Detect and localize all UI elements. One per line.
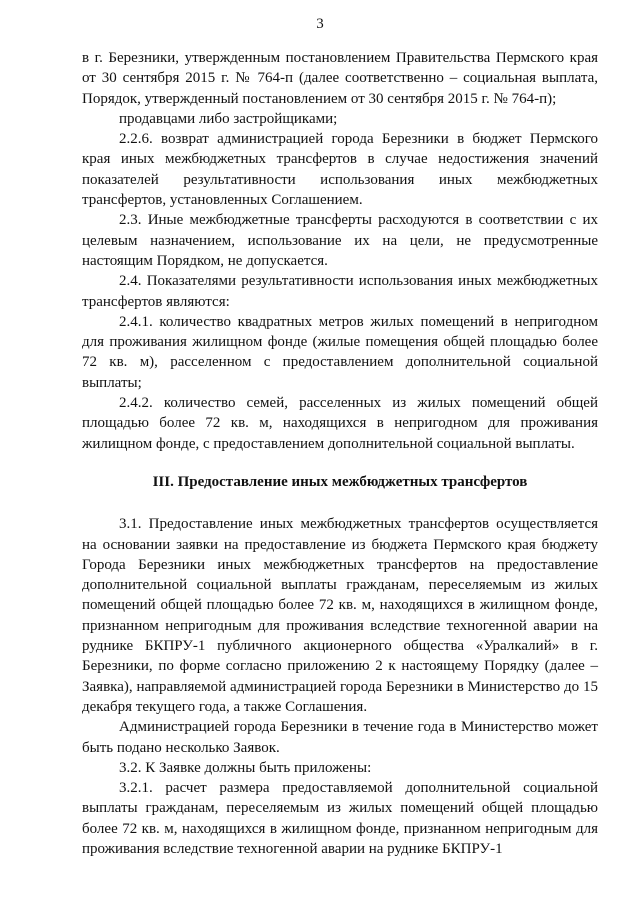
paragraph: 3.2. К Заявке должны быть приложены:: [119, 759, 372, 776]
page-number: 3: [316, 16, 324, 32]
section-iii-body: [82, 514, 598, 859]
paragraph: 2.4.1. количество квадратных метров жилых помещений в непригодном для проживания жилищном фонде (жилые помещения общей площадью более 72 кв. м), расселенном с предоставлением дополнительной социальной выплаты;: [82, 313, 598, 391]
paragraph: 3.1. Предоставление иных межбюджетных трансфертов осуществляется на основании заявки на предоставление из бюджета Пермского края бюджету Города Березники иных межбюджетных трансфертов на предоставление дополнительной социальной выплаты гражданам, переселяемым из жилых помещений общей площадью более 72 кв. м, находящихся в жилищном фонде, признанном непригодным для проживания вследствие техногенной аварии на руднике БКПРУ-1 публичного акционерного общества «Уралкалий» в г. Березники, по форме согласно приложению 2 к настоящему Порядку (далее – Заявка), направляемой администрацией города Березники в Министерство до 15 декабря текущего года, а также Соглашения.: [82, 516, 598, 715]
section-ii-continuation: [82, 48, 598, 454]
paragraph: Администрацией города Березники в течение года в Министерство может быть подано несколько Заявок.: [82, 719, 598, 756]
paragraph: 2.4. Показателями результативности использования иных межбюджетных трансфертов являются:: [82, 273, 598, 310]
paragraph: 2.4.2. количество семей, расселенных из жилых помещений общей площадью более 72 кв. м, находящихся в непригодном для проживания жилищном фонде, с предоставлением дополнительной социальной выплаты.: [82, 395, 598, 452]
paragraph: 3.2.1. расчет размера предоставляемой дополнительной социальной выплаты гражданам, переселяемым из жилых помещений общей площадью более 72 кв. м, находящихся в жилищном фонде, признанном непригодным для проживания вследствие техногенной аварии на руднике БКПРУ-1: [82, 780, 598, 857]
document-body: [82, 48, 598, 859]
paragraph: продавцами либо застройщиками;: [119, 110, 338, 127]
paragraph: 2.3. Иные межбюджетные трансферты расходуются в соответствии с их целевым назначением, использование их на цели, не предусмотренные настоящим Порядком, не допускается.: [82, 212, 598, 269]
paragraph: 2.2.6. возврат администрацией города Березники в бюджет Пермского края иных межбюджетных трансфертов в случае недостижения значений показателей результативности использования иных межбюджетных трансфертов, установленных Соглашением.: [82, 131, 598, 209]
section-heading: III. Предоставление иных межбюджетных трансфертов: [152, 473, 528, 490]
paragraph: в г. Березники, утвержденным постановлением Правительства Пермского края от 30 сентября 2015 г. № 764-п (далее соответственно – социальная выплата, Порядок, утвержденный постановлением от 30 сентября 2015 г. № 764-п);: [82, 50, 598, 107]
